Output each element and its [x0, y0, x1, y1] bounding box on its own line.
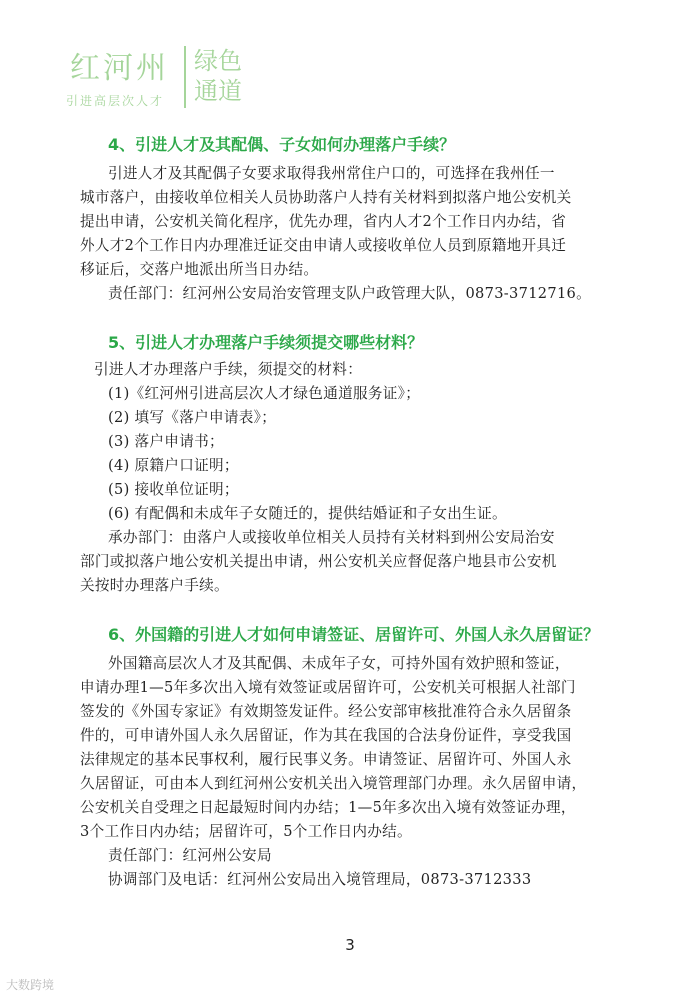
logo-main-text: 红河州 [70, 51, 169, 86]
section-5-item: (4) 原籍户口证明； [108, 457, 239, 474]
section-5-item: (1)《红河州引进高层次人才绿色通道服务证》； [108, 385, 421, 402]
section-6-line: 公安机关自受理之日起最短时间内办结；1—5年多次出入境有效签证办理， [80, 799, 576, 816]
section-4-title: 4、引进人才及其配偶、子女如何办理落户手续？ [108, 135, 456, 154]
section-6-line: 外国籍高层次人才及其配偶、未成年子女，可持外国有效护照和签证， [108, 655, 570, 672]
section-5-title: 5、引进人才办理落户手续须提交哪些材料？ [108, 333, 424, 352]
section-6-coordination: 协调部门及电话：红河州公安局出入境管理局，0873-3712333 [108, 871, 532, 888]
section-6-line: 申请办理1—5年多次出入境有效签证或居留许可，公安机关可根据人社部门 [80, 679, 576, 696]
logo-box-line2: 通道 [194, 77, 242, 105]
section-4-line: 移证后，交落户地派出所当日办结。 [80, 261, 319, 278]
section-4-line: 提出申请，公安机关简化程序，优先办理，省内人才2个工作日内办结，省 [80, 213, 567, 230]
section-6-line: 3个工作日内办结；居留许可，5个工作日内办结。 [80, 823, 412, 840]
section-4-line: 外人才2个工作日内办理准迁证交由申请人或接收单位人员到原籍地开具迁 [80, 237, 567, 254]
section-6-line: 法律规定的基本民事权利，履行民事义务。申请签证、居留许可、外国人永 [80, 751, 572, 768]
section-6-title: 6、外国籍的引进人才如何申请签证、居留许可、外国人永久居留证？ [108, 625, 600, 644]
section-6-line: 久居留证，可由本人到红河州公安机关出入境管理部门办理。永久居留申请， [80, 775, 587, 792]
logo-box-line1: 绿色 [194, 47, 242, 75]
page-number: 3 [345, 936, 355, 954]
section-5-item: (3) 落户申请书； [108, 433, 224, 450]
logo-subtitle: 引进高层次人才 [66, 94, 165, 108]
section-5-line: 部门或拟落户地公安机关提出申请，州公安机关应督促落户地县市公安机 [80, 553, 557, 570]
section-6-responsible: 责任部门：红河州公安局 [108, 847, 272, 864]
logo-green-channel-box [184, 46, 252, 108]
section-6-line: 件的，可申请外国人永久居留证，作为其在我国的合法身份证件，享受我国 [80, 727, 572, 744]
hongheZhou-logo [58, 46, 248, 116]
section-4-line: 城市落户，由接收单位相关人员协助落户人持有关材料到拟落户地公安机关 [80, 189, 572, 206]
section-5-line: 引进人才办理落户手续，须提交的材料： [94, 361, 363, 378]
watermark-text: 大数跨境 [6, 978, 55, 992]
section-5-line: 承办部门：由落户人或接收单位相关人员持有关材料到州公安局治安 [108, 529, 555, 546]
section-4-line: 引进人才及其配偶子女要求取得我州常住户口的，可选择在我州任一 [108, 165, 555, 182]
section-5-item: (2) 填写《落户申请表》； [108, 409, 277, 426]
section-5-item: (5) 接收单位证明； [108, 481, 239, 498]
section-5-line: 关按时办理落户手续。 [80, 577, 229, 594]
section-4-responsible: 责任部门：红河州公安局治安管理支队户政管理大队，0873-3712716。 [108, 285, 592, 302]
section-6-line: 签发的《外国专家证》有效期签发证件。经公安部审核批准符合永久居留条 [80, 703, 572, 720]
section-5-item: (6) 有配偶和未成年子女随迁的，提供结婚证和子女出生证。 [108, 505, 507, 522]
